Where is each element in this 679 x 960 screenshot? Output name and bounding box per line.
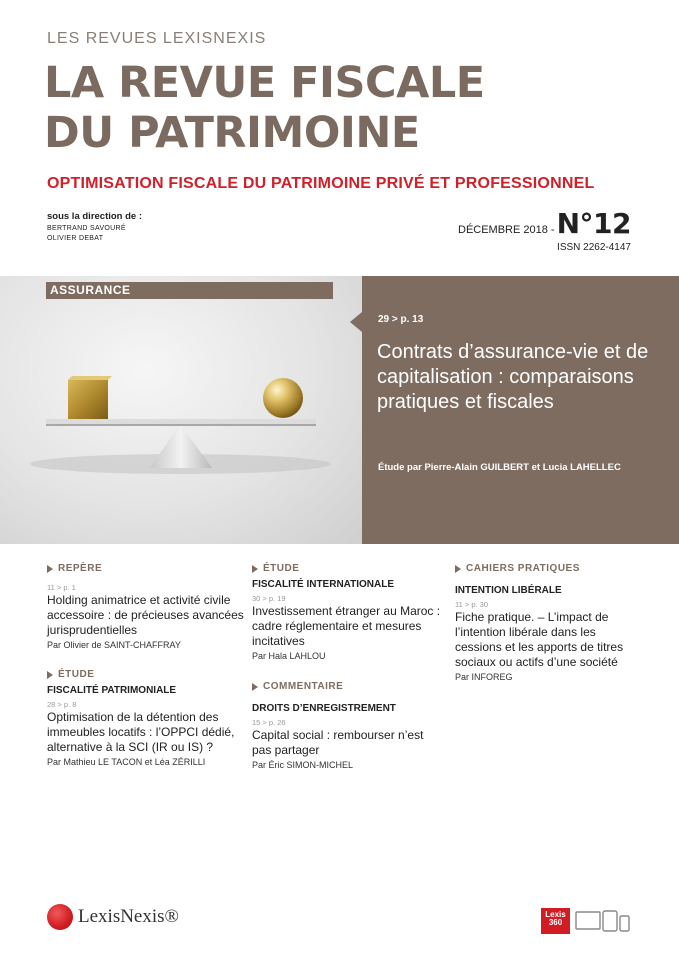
article-author: Par INFOREG [455, 672, 513, 682]
article-author: Par Hala LAHLOU [252, 651, 326, 661]
section-label: ASSURANCE [50, 283, 131, 297]
article-ref: 11 > p. 30 [455, 600, 489, 609]
lexisnexis-logo-icon [47, 904, 73, 930]
triangle-icon [47, 671, 53, 679]
journal-subtitle: OPTIMISATION FISCALE DU PATRIMOINE PRIVÉ ET PROFESSIONNEL [47, 175, 595, 192]
column-2 [252, 563, 442, 770]
director-name: BERTRAND SAVOURÉ [47, 225, 126, 232]
article-title[interactable]: Capital social : rembourser n’est pas partager [252, 728, 424, 757]
kicker: COMMENTAIRE [252, 681, 442, 692]
issue-info [458, 207, 631, 253]
article-block [455, 563, 645, 682]
panel-pointer [350, 312, 362, 332]
article-block [252, 681, 442, 770]
feature-author: Étude par Pierre-Alain GUILBERT et Lucia LAHELLEC [378, 462, 621, 473]
kicker: ÉTUDE [252, 563, 442, 574]
feature-title[interactable]: Contrats d’assurance-vie et de capitalisation : comparaisons pratiques et fiscales [377, 341, 649, 413]
article-title[interactable]: Holding animatrice et activité civile accessoire : de précieuses avancées jurisprudentielles [47, 593, 244, 637]
kicker: ÉTUDE [47, 669, 247, 680]
issn: ISSN 2262-4147 [557, 242, 631, 253]
direction-label: sous la direction de : [47, 211, 143, 222]
article-ref: 11 > p. 1 [47, 583, 76, 592]
devices-icon [575, 910, 631, 932]
triangle-icon [455, 565, 461, 573]
lexisnexis-logo [47, 904, 179, 930]
article-block [47, 669, 247, 767]
triangle-icon [252, 683, 258, 691]
balance-scale-image [0, 276, 362, 544]
issue-number: N°12 [556, 207, 631, 240]
logo-text: LexisNexis® [78, 906, 179, 927]
kicker: REPÈRE [47, 563, 247, 574]
column-3 [455, 563, 645, 682]
article-rubric: INTENTION LIBÉRALE [455, 585, 562, 596]
title-line-2: DU PATRIMOINE [44, 108, 420, 158]
article-ref: 15 > p. 26 [252, 718, 286, 727]
series-name: LES REVUES LEXISNEXIS [47, 30, 267, 47]
issue-date: DÉCEMBRE 2018 - [458, 224, 555, 236]
article-title[interactable]: Fiche pratique. – L’impact de l’intention libérale dans les cessions et les apports de titres sociaux ou actifs d’une société [455, 610, 624, 669]
article-block [47, 563, 247, 650]
article-rubric: DROITS D’ENREGISTREMENT [252, 703, 396, 714]
direction-block [47, 212, 142, 244]
article-title[interactable]: Optimisation de la détention des immeubles locatifs : l’OPPCI dédié, alternative à la SCI (IR ou IS) ? [47, 710, 235, 754]
title-line-1: LA REVUE FISCALE [44, 58, 485, 108]
triangle-icon [252, 565, 258, 573]
kicker: CAHIERS PRATIQUES [455, 563, 645, 574]
lexis360-badge: Lexis 360 [541, 908, 570, 934]
article-rubric: FISCALITÉ INTERNATIONALE [252, 579, 395, 590]
article-rubric: FISCALITÉ PATRIMONIALE [47, 685, 177, 696]
journal-title [44, 58, 485, 158]
article-author: Par Éric SIMON-MICHEL [252, 760, 354, 770]
column-1 [47, 563, 247, 767]
balance-illustration [0, 276, 362, 544]
article-author: Par Olivier de SAINT-CHAFFRAY [47, 640, 181, 650]
director-name: OLIVIER DEBAT [47, 235, 104, 242]
article-title[interactable]: Investissement étranger au Maroc : cadre réglementaire et mesures incitatives [252, 604, 441, 648]
article-ref: 30 > p. 19 [252, 594, 286, 603]
triangle-icon [47, 565, 53, 573]
feature-ref: 29 > p. 13 [378, 314, 424, 325]
article-author: Par Mathieu LE TACON et Léa ZÉRILLI [47, 757, 206, 767]
article-ref: 28 > p. 8 [47, 700, 77, 709]
article-block [252, 563, 442, 661]
